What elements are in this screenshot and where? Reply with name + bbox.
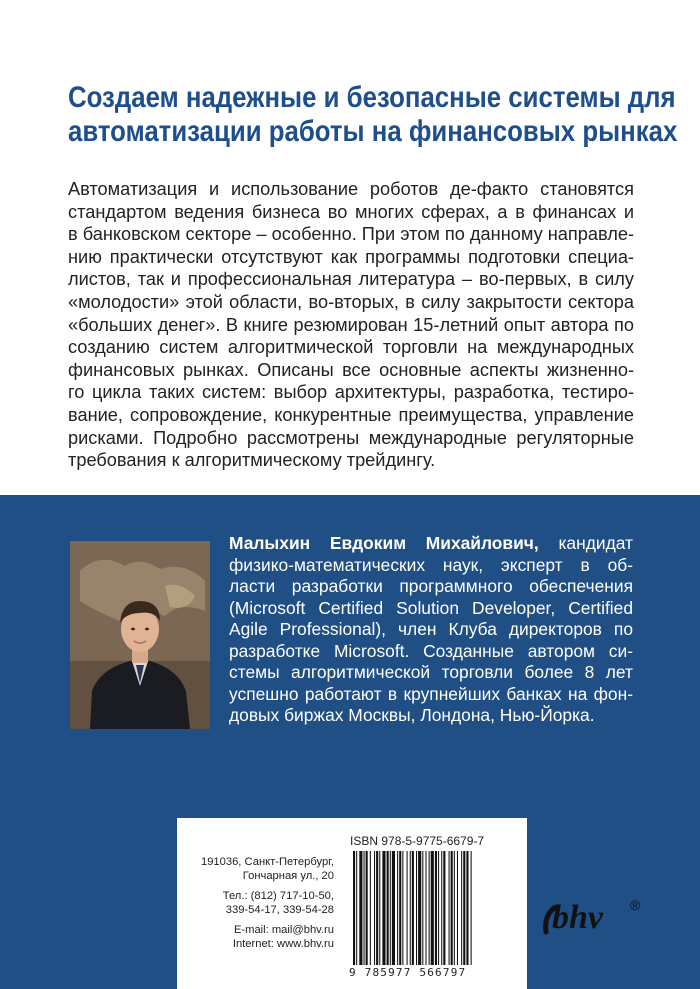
bio-line: Agile Professional), член Клуба директоров по	[229, 619, 633, 639]
bhv-logo	[540, 888, 650, 948]
barcode-bar	[399, 851, 401, 965]
headline	[68, 81, 678, 149]
description-line: го цикла таких систем: выбор архитектуры, разработка, тестиро-	[68, 382, 634, 403]
barcode-bar	[441, 851, 442, 965]
barcode-bar	[438, 851, 439, 965]
description-line: созданию систем алгоритмической торговли на международных	[68, 337, 634, 358]
description-line: Автоматизация и использование роботов де-факто становятся	[68, 179, 634, 199]
headline-line-2: автоматизации работы на финансовых рынках	[68, 115, 678, 148]
author-bio	[229, 533, 633, 727]
barcode-bar	[379, 851, 380, 965]
barcode-bar	[451, 851, 453, 965]
barcode-bar	[463, 851, 465, 965]
bio-line: (Microsoft Certified Solution Developer, Certified	[229, 597, 633, 618]
description-line: листов, так и профессиональная литература – во-первых, в силу	[68, 269, 634, 290]
barcode-bar	[390, 851, 391, 965]
barcode-bar	[392, 851, 395, 965]
barcode-bar	[471, 851, 472, 965]
author-degree: кандидат	[538, 533, 633, 553]
description-line: стандартом ведения бизнеса во многих сферах, а в финансах и	[68, 201, 634, 222]
barcode-bar	[370, 851, 371, 965]
barcode-bar	[457, 851, 458, 965]
book-description	[68, 178, 634, 472]
publisher-website: Internet: www.bhv.ru	[232, 937, 334, 950]
barcode-bar	[366, 851, 368, 965]
barcode-bar	[387, 851, 389, 965]
barcode-bar	[466, 851, 468, 965]
publisher-email: E-mail: mail@bhv.ru	[233, 924, 334, 936]
barcode-bar	[443, 851, 445, 965]
barcode-bar	[422, 851, 423, 965]
barcode-bar	[407, 851, 408, 965]
barcode	[349, 851, 507, 969]
bio-line	[229, 533, 633, 555]
barcode-bar	[412, 851, 414, 965]
description-line: «больших денег». В книге резюмирован 15-летний опыт автора по	[68, 314, 634, 335]
publisher-phone: 339-54-17, 339-54-28	[225, 903, 334, 916]
barcode-bar	[410, 851, 411, 965]
barcode-bar	[374, 851, 375, 965]
barcode-bar	[397, 851, 398, 965]
barcode-bar	[454, 851, 455, 965]
barcode-bar	[356, 851, 357, 965]
bio-line: физико-математических наук, эксперт в об-	[229, 554, 633, 575]
barcode-bar	[418, 851, 421, 965]
description-line: нию практически отсутствуют как программы подготовки специа-	[68, 246, 634, 267]
description-line: финансовых рынках. Описаны все основные аспекты жизненно-	[68, 359, 634, 380]
description-line: требования к алгоритмическому трейдингу.	[68, 450, 436, 471]
barcode-bar	[461, 851, 462, 965]
barcode-bar	[364, 851, 365, 965]
barcode-digits: 9 785977 566797	[349, 966, 467, 979]
bio-line: разработке Microsoft. Созданные автором си-	[229, 640, 633, 661]
registered-mark: ®	[630, 897, 641, 913]
barcode-bar	[353, 851, 355, 965]
description-line: рисками. Подробно рассмотрены международные регуляторные	[68, 427, 634, 448]
barcode-bar	[416, 851, 417, 965]
publisher-contacts	[186, 856, 334, 951]
barcode-bar	[431, 851, 434, 965]
isbn-label: ISBN 978-5-9775-6679-7	[350, 834, 485, 848]
barcode-bar	[425, 851, 426, 965]
barcode-bar	[382, 851, 385, 965]
bio-line: довых биржах Москвы, Лондона, Нью-Йорка.	[229, 705, 595, 725]
barcode-bar	[435, 851, 437, 965]
description-line: «молодости» этой области, во-вторых, в силу закрытости сектора	[68, 291, 634, 312]
barcode-bar	[429, 851, 430, 965]
bio-line: успешно работают в крупнейших банках на фон-	[229, 683, 633, 704]
author-name: Малыхин Евдоким Михайлович,	[229, 533, 539, 553]
bio-line: стемы алгоритмической торговли более 8 лет	[229, 662, 633, 682]
barcode-bar	[359, 851, 362, 965]
barcode-bar	[449, 851, 450, 965]
barcode-bar	[402, 851, 403, 965]
logo-text: bhv	[552, 899, 603, 936]
publisher-phone: Тел.: (812) 717-10-50,	[222, 890, 334, 902]
barcode-bar	[376, 851, 378, 965]
description-line: вание, сопровождение, конкурентные преимущества, управление	[68, 404, 634, 425]
headline-line-1: Создаем надежные и безопасные системы для	[68, 81, 676, 114]
description-line: в банковском секторе – особенно. При этом по данному направле-	[68, 224, 634, 245]
publisher-address-line: 191036, Санкт-Петербург,	[200, 856, 334, 868]
author-photo	[70, 541, 210, 729]
bio-line: ласти разработки программного обеспечения	[229, 576, 633, 596]
publisher-address-line: Гончарная ул., 20	[242, 869, 334, 882]
